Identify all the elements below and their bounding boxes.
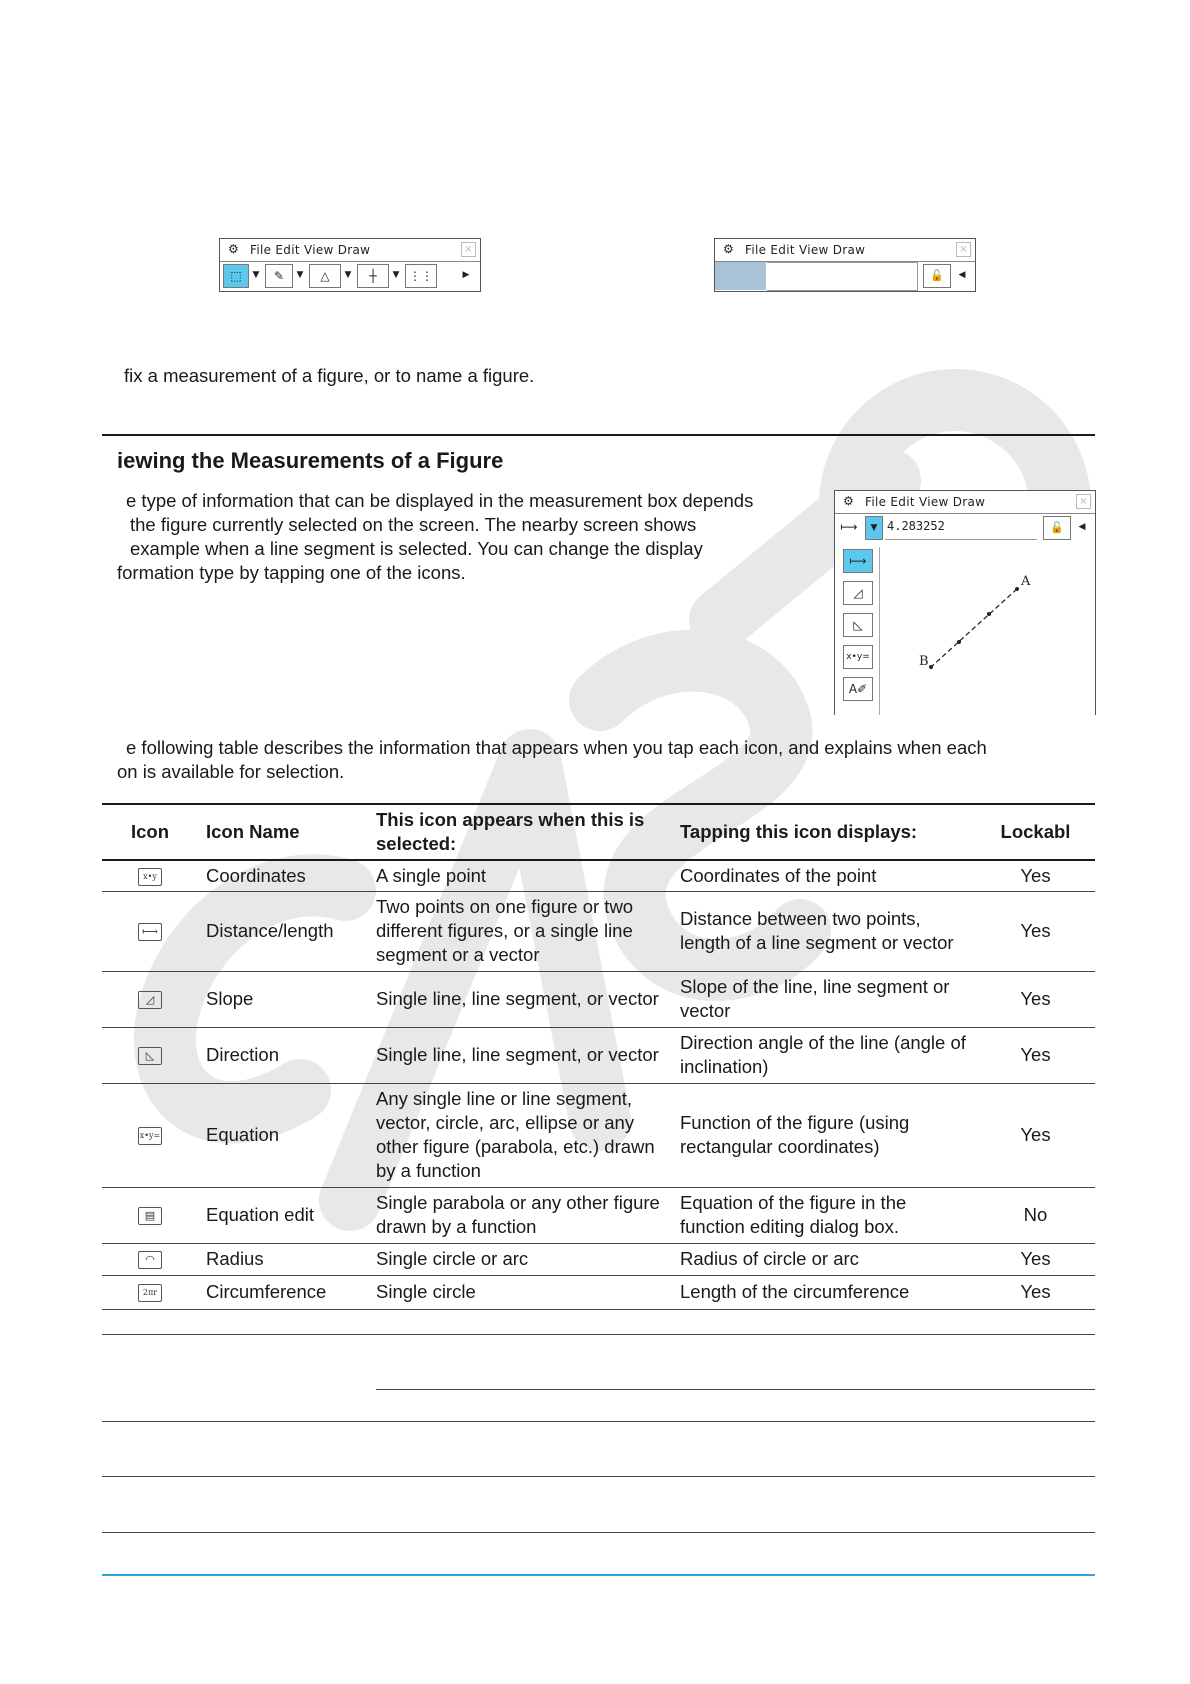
- menu-items[interactable]: File Edit View Draw: [865, 495, 986, 509]
- point-b-label: B: [919, 654, 929, 669]
- gear-icon[interactable]: ⚙: [843, 494, 854, 508]
- row-name: Equation: [198, 1083, 368, 1187]
- section-line-1: e type of information that can be displayed in the measurement box depends: [126, 490, 754, 511]
- axes-icon[interactable]: ┼: [357, 264, 389, 288]
- table-line: [102, 1476, 1095, 1477]
- close-icon[interactable]: ×: [956, 242, 971, 257]
- example-screen: [834, 490, 1096, 715]
- lock-icon[interactable]: 🔓: [923, 264, 951, 288]
- arrow-left-icon[interactable]: ◀: [1078, 522, 1086, 532]
- measurement-box-window: [714, 238, 976, 292]
- row-displays: Distance between two points, length of a line segment or vector: [672, 891, 976, 971]
- row-displays: Radius of circle or arc: [672, 1243, 976, 1275]
- menu-bar: [835, 491, 1095, 514]
- lock-icon[interactable]: 🔓: [1043, 516, 1071, 540]
- point-a-marker: [1015, 587, 1019, 591]
- distance-length-icon: ⟼: [138, 923, 162, 941]
- section-rule: [102, 434, 1095, 436]
- table-row-equation-edit: [102, 1187, 1095, 1243]
- measurement-dropdown-button[interactable]: ▼: [865, 516, 883, 540]
- header-icon-name: Icon Name: [198, 804, 368, 860]
- slope-icon: ◿: [138, 991, 162, 1009]
- measurement-input[interactable]: [767, 262, 918, 291]
- arrow-left-icon[interactable]: ◀: [958, 270, 966, 280]
- slope-icon[interactable]: ◿: [843, 581, 873, 605]
- table-row-equation: [102, 1083, 1095, 1187]
- row-when: Two points on one figure or two different figures, or a single line segment or a vector: [368, 891, 672, 971]
- row-name: Coordinates: [198, 860, 368, 891]
- distance-length-icon[interactable]: ⟼: [837, 516, 861, 538]
- header-displays: Tapping this icon displays:: [672, 804, 976, 860]
- point-a-label: A: [1021, 574, 1031, 589]
- row-name: Circumference: [198, 1275, 368, 1309]
- equation-icon[interactable]: x•y=: [843, 645, 873, 669]
- row-name: Equation edit: [198, 1187, 368, 1243]
- close-icon[interactable]: ×: [1076, 494, 1091, 509]
- row-lockable: Yes: [976, 1083, 1095, 1187]
- row-lockable: Yes: [976, 891, 1095, 971]
- equation-edit-icon: ▤: [138, 1207, 162, 1225]
- drawing-canvas[interactable]: [881, 547, 1091, 715]
- table-line: [102, 1532, 1095, 1533]
- point-b-marker: [929, 665, 933, 669]
- measurement-icon-area[interactable]: [715, 262, 766, 290]
- row-when: A single point: [368, 860, 672, 891]
- table-row-slope: [102, 971, 1095, 1027]
- triangle-icon[interactable]: △: [309, 264, 341, 288]
- direction-icon: ◺: [138, 1047, 162, 1065]
- row-when: Single circle or arc: [368, 1243, 672, 1275]
- gear-icon[interactable]: ⚙: [228, 242, 239, 256]
- row-displays: Equation of the figure in the function editing dialog box.: [672, 1187, 976, 1243]
- section-line-3: example when a line segment is selected. You can change the display: [130, 538, 703, 559]
- row-name: Direction: [198, 1027, 368, 1083]
- name-icon[interactable]: A✐: [843, 677, 873, 701]
- header-lockable: Lockabl: [976, 804, 1095, 860]
- equation-icon: x•y=: [138, 1127, 162, 1145]
- table-row-circumference: [102, 1275, 1095, 1309]
- row-displays: Coordinates of the point: [672, 860, 976, 891]
- row-lockable: No: [976, 1187, 1095, 1243]
- toolbar: [220, 262, 480, 288]
- chevron-down-icon[interactable]: ▼: [252, 270, 260, 280]
- line-segment: [931, 589, 1017, 667]
- menu-bar: [715, 239, 975, 262]
- chevron-down-icon[interactable]: ▼: [344, 270, 352, 280]
- row-when: Single circle: [368, 1275, 672, 1309]
- measurement-icons-table: [102, 803, 1095, 1310]
- arrow-right-icon[interactable]: ▶: [458, 264, 474, 286]
- geometry-toolbar-window: [219, 238, 481, 292]
- grid-icon[interactable]: ⋮⋮: [405, 264, 437, 288]
- table-header-row: [102, 804, 1095, 860]
- header-icon: Icon: [102, 804, 198, 860]
- row-lockable: Yes: [976, 860, 1095, 891]
- measurement-value-field[interactable]: 4.283252: [885, 515, 1037, 540]
- circumference-icon: 2πr: [138, 1284, 162, 1302]
- row-when: Single line, line segment, or vector: [368, 971, 672, 1027]
- section-line-2: the figure currently selected on the screen. The nearby screen shows: [130, 514, 697, 535]
- row-lockable: Yes: [976, 1027, 1095, 1083]
- row-displays: Direction angle of the line (angle of inclination): [672, 1027, 976, 1083]
- gear-icon[interactable]: ⚙: [723, 242, 734, 256]
- table-row-radius: [102, 1243, 1095, 1275]
- table-row-direction: [102, 1027, 1095, 1083]
- menu-items[interactable]: File Edit View Draw: [250, 243, 371, 257]
- header-when-selected: This icon appears when this is selected:: [368, 804, 672, 860]
- chevron-down-icon[interactable]: ▼: [392, 270, 400, 280]
- table-line: [102, 1334, 1095, 1335]
- select-tool-button[interactable]: ⬚: [223, 264, 249, 288]
- section-heading: iewing the Measurements of a Figure: [117, 448, 504, 473]
- row-displays: Length of the circumference: [672, 1275, 976, 1309]
- table-line: [102, 1421, 1095, 1422]
- pencil-icon[interactable]: ✎: [265, 264, 293, 288]
- footer-rule: [102, 1574, 1095, 1576]
- row-displays: Slope of the line, line segment or vector: [672, 971, 976, 1027]
- row-when: Any single line or line segment, vector, circle, arc, ellipse or any other figure (parabola, etc.) drawn by a function: [368, 1083, 672, 1187]
- distance-length-icon[interactable]: ⟼: [843, 549, 873, 573]
- close-icon[interactable]: ×: [461, 242, 476, 257]
- row-name: Slope: [198, 971, 368, 1027]
- table-line: [376, 1389, 1095, 1390]
- row-when: Single line, line segment, or vector: [368, 1027, 672, 1083]
- radius-icon: ◠: [138, 1251, 162, 1269]
- menu-items[interactable]: File Edit View Draw: [745, 243, 866, 257]
- coordinates-icon: x•y: [138, 868, 162, 886]
- table-row-coordinates: [102, 860, 1095, 891]
- direction-icon[interactable]: ◺: [843, 613, 873, 637]
- section-line-4: formation type by tapping one of the icons.: [117, 562, 466, 583]
- row-lockable: Yes: [976, 971, 1095, 1027]
- row-when: Single parabola or any other figure drawn by a function: [368, 1187, 672, 1243]
- side-icon-panel: [839, 547, 880, 715]
- row-name: Radius: [198, 1243, 368, 1275]
- menu-bar: [220, 239, 480, 262]
- row-name: Distance/length: [198, 891, 368, 971]
- table-intro-line-2: on is available for selection.: [117, 761, 345, 782]
- midpoint-marker-1: [987, 612, 991, 616]
- midpoint-marker-2: [957, 640, 961, 644]
- row-lockable: Yes: [976, 1275, 1095, 1309]
- table-intro-line-1: e following table describes the information that appears when you tap each icon, and explains when each: [126, 737, 987, 758]
- table-row-distance-length: [102, 891, 1095, 971]
- chevron-down-icon[interactable]: ▼: [296, 270, 304, 280]
- row-displays: Function of the figure (using rectangular coordinates): [672, 1083, 976, 1187]
- row-lockable: Yes: [976, 1243, 1095, 1275]
- intro-text: fix a measurement of a figure, or to name a figure.: [124, 365, 535, 386]
